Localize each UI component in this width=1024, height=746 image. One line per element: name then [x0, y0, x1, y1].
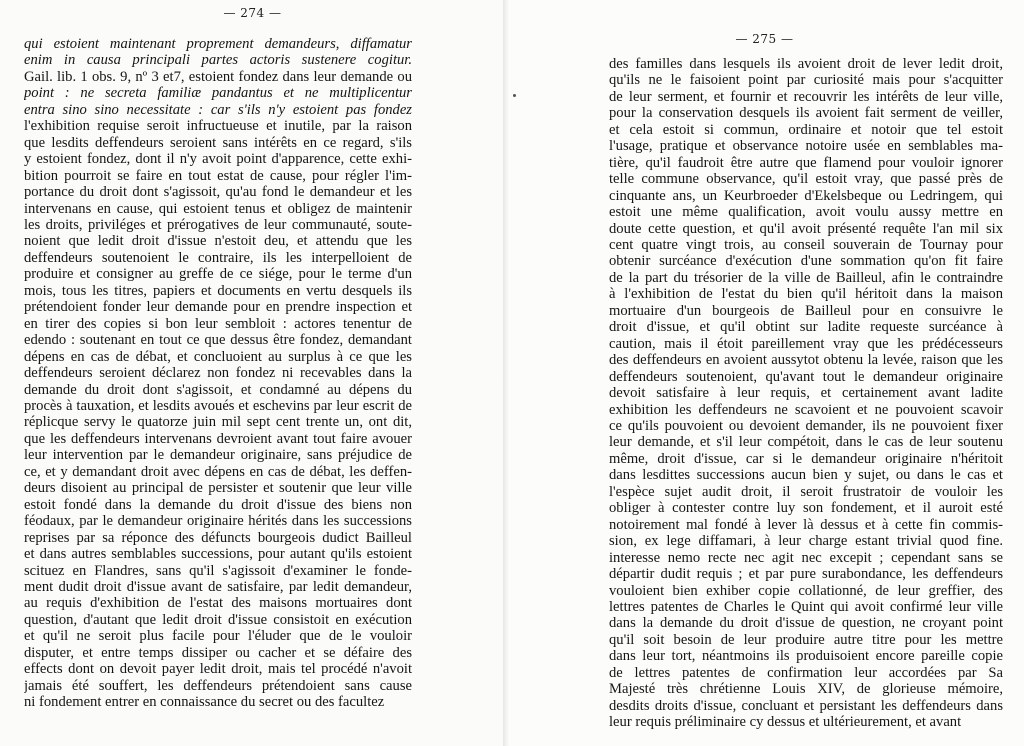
text-line: caution, mais il étoit pareillement vray que les prédécesseurs — [609, 335, 1003, 352]
text-line: ni fondement entrer en connaissance du secret ou des facultez — [24, 694, 385, 711]
text-line: dans la demande du droit d'issue de question, ne croyant point — [609, 615, 1003, 632]
text-line: devoit satisfaire à leur requis, et certainement avant ladite — [609, 385, 1003, 402]
text-line: demande du droit dont s'agissoit, et condamné au dépens du — [24, 381, 412, 398]
text-line: jamais été souffert, les deffendeurs prétendoient sans cause — [24, 677, 412, 694]
text-line: entra sino sino necessitate : car s'ils n'y estoient pas fondez — [24, 101, 412, 118]
text-line: et qu'il ne seroit plus facile pour l'éluder que de le vouloir — [24, 628, 412, 645]
text-line: vouloient bien exhiber copie collationné, de leur greffier, des — [609, 582, 1003, 599]
right-page-text — [609, 56, 1003, 731]
text-line: deurs disoient au principal de persister et soutenir que leur ville — [24, 480, 412, 497]
right-page-number: — 275 — — [735, 32, 794, 46]
text-line: qu'il soit besoin de leur produire autre titre pour les mettre — [609, 631, 1003, 648]
text-line: deffendeurs soutenoient le contraire, ils les interpelloient de — [24, 249, 412, 266]
text-line: disputer, et entre temps dissiper ou cacher et se défaire des — [24, 644, 412, 661]
left-page-number: — 274 — — [223, 6, 282, 20]
text-line: mortuaire d'un bourgeois de Bailleul pour en consuivre le — [609, 302, 1003, 319]
text-line: estoit une même qualification, avoit voulu aussy mettre en — [609, 204, 1003, 221]
text-line: obtenir surcéance d'exécution d'une sommation qu'on fit faire — [609, 253, 1003, 270]
text-line: réplicque servy le quatorze juin mil sept cent trente un, ont dit, — [24, 414, 412, 431]
text-line: effects dont on devoit payer ledit droit, mais tel procédé n'avoit — [24, 661, 412, 678]
text-line: qui estoient maintenant proprement demandeurs, diffamatur — [24, 36, 412, 52]
text-line: cent quatre vingt trois, au conseil souverain de Tournay pour — [609, 236, 1003, 253]
text-line: l'exhibition requise seroit infructueuse et inutile, par la raison — [24, 118, 412, 135]
text-line: enim in causa principali partes actoris sustenere cogitur. — [24, 52, 412, 69]
text-line: que lesdits deffendeurs seroient sans intérêts en ce regard, s'ils — [24, 134, 412, 151]
text-line: leur demande, et s'il leur compétoit, dans le cas de leur soutenu — [609, 434, 1003, 451]
text-line: de leur serment, et fournir et recouvrir les intérêts de leur ville, — [609, 88, 1003, 105]
right-page — [505, 0, 1024, 746]
text-line: même, droit d'issue, car si le demandeur originaire n'héritoit — [609, 450, 1003, 467]
text-line: au requis d'exhibition de l'estat des maisons mortuaires dont — [24, 595, 412, 612]
text-line: des familles dans lesquels ils avoient droit de lever ledit droit, — [609, 56, 1003, 72]
text-line: de lettres patentes de confirmation leur accordées par Sa — [609, 664, 1003, 681]
text-line: cinquante ans, un Keurbroeder d'Ekelsbeque ou Ledringem, qui — [609, 187, 1003, 204]
text-line: des deffendeurs en avoient aussytot obtenu la levée, raison que les — [609, 352, 1003, 369]
left-page — [0, 0, 505, 746]
speck-mark — [513, 94, 516, 97]
text-line: tière, qu'il faudroit être autre que flamend pour vouloir ignorer — [609, 154, 1003, 171]
text-line: bition pourroit se faire en tout estat de cause, pour régler l'im- — [24, 167, 412, 184]
text-line: droit d'issue, et qu'il obtint sur ladite requeste surcéance à — [609, 319, 1003, 336]
text-line: leur requis préliminaire cy dessus et ultérieurement, et avant — [609, 714, 962, 731]
text-line: produire et consigner au greffe de ce siége, pour le terme d'un — [24, 266, 412, 283]
text-line: deffendeurs seroient déclarez non fondez ni recevables dans la — [24, 365, 412, 382]
left-page-text — [24, 36, 412, 711]
text-line: intervenans en cause, qui estoient tenus et obligez de maintenir — [24, 200, 412, 217]
text-line: en tirer des copies si bon leur sembloit : actores tenentur de — [24, 315, 412, 332]
text-line: telle commune observance, qu'il estoit vray, que passé près de — [609, 171, 1003, 188]
text-line: féodaux, par le demandeur originaire hérités dans les successions — [24, 513, 412, 530]
text-line: ment dudit droit d'issue avant de satisfaire, par ledit demandeur, — [24, 578, 412, 595]
text-line: Gail. lib. 1 obs. 9, nº 3 et7, estoient fondez dans leur demande ou — [24, 68, 412, 85]
text-line: portance du droit dont s'agissoit, qu'au fond le demandeur et les — [24, 184, 412, 201]
text-line: notoirement mal fondé à lever là dessus et à cette fin commis- — [609, 516, 1003, 533]
text-line: les droits, priviléges et prérogatives de leur communauté, soute- — [24, 216, 412, 233]
text-line: y estoient fondez, dont il n'y avoit point d'apparence, cette exhi- — [24, 151, 412, 168]
text-line: dans leur tort, néantmoins ils produisoient encore pareille copie — [609, 648, 1003, 665]
text-line: edendo : soutenant en tout ce que dessus être fondez, demandant — [24, 332, 412, 349]
text-line: deffendeurs soutenoient, qu'avant tout le demandeur originaire — [609, 368, 1003, 385]
text-line: l'usage, pratique et observance notoire usée en semblables ma- — [609, 138, 1003, 155]
text-line: exhibition les deffendeurs ne scavoient et ne pouvoient scavoir — [609, 401, 1003, 418]
text-line: que les deffendeurs intervenans devroient avant tout faire avouer — [24, 430, 412, 447]
text-line: Majesté très chrétienne Louis XIV, de glorieuse mémoire, — [609, 681, 1003, 698]
text-line: obliger à contester contre luy son fondement, et il auroit esté — [609, 500, 1003, 517]
text-line: scituez en Flandres, sans qu'il s'agissoit d'examiner le fonde- — [24, 562, 412, 579]
text-line: procès à tauxation, et lesdits avoués et eschevins par leur escrit de — [24, 397, 412, 414]
text-line: pour la conservation desquels ils avoient fait serment de veiller, — [609, 105, 1003, 122]
text-line: l'espèce sujet audit droit, il seroit frustratoir de vouloir les — [609, 483, 1003, 500]
text-line: qu'ils ne le faisoient point par curiosité mais pour s'acquitter — [609, 72, 1003, 89]
text-line: ce qu'ils pouvoient ou devoient demander, ils ne pouvoient fixer — [609, 417, 1003, 434]
text-line: point : ne secreta familiæ pandantus et ne multiplicentur — [24, 85, 412, 102]
text-line: dans lesdittes successions aucun bien y sujet, ou dans le cas et — [609, 467, 1003, 484]
text-line: doute cette question, et qu'il avoit présenté requête l'an mil six — [609, 220, 1003, 237]
text-line: départir dudit requis ; et par pure surabondance, les deffendeurs — [609, 566, 1003, 583]
text-line: sion, ex lege diffamari, à leur charge estant trivial quod fine. — [609, 533, 1003, 550]
text-line: et cela estoit si commun, ordinaire et notoir que tel estoit — [609, 121, 1003, 138]
text-line: estoit fondé dans la demande du droit d'issue des biens non — [24, 496, 412, 513]
text-line: noient que ledit droit d'issue n'estoit deu, et attendu que les — [24, 233, 412, 250]
text-line: reprises par sa réponce des défuncts bourgeois dudict Bailleul — [24, 529, 412, 546]
text-line: ce, et y demandant droit avec dépens en cas de débat, les deffen- — [24, 463, 412, 480]
text-line: mois, tous les titres, papiers et documents en vertu desquels ils — [24, 282, 412, 299]
text-line: à l'exhibition de l'estat du bien qu'il héritoit dans la maison — [609, 286, 1003, 303]
text-line: interesse nemo recte nec agit nec excepit ; cependant sans se — [609, 549, 1003, 566]
text-line: lettres patentes de Charles le Quint qui avoit confirmé leur ville — [609, 598, 1003, 615]
text-line: leur intervention par le demandeur originaire, sans préjudice de — [24, 447, 412, 464]
book-gutter — [503, 0, 509, 746]
text-line: prétendoient fonder leur demande pour en prendre inspection et — [24, 299, 412, 316]
text-line: de la part du trésorier de la ville de Bailleul, afin le contraindre — [609, 269, 1003, 286]
text-line: desdits droits d'issue, concluant et persistant les deffendeurs dans — [609, 697, 1003, 714]
text-line: dépens en cas de débat, et concluoient au surplus à ce que les — [24, 348, 412, 365]
text-line: question, d'autant que ledit droit d'issue consistoit en exécution — [24, 611, 412, 628]
text-line: et dans autres semblables successions, pour autant qu'ils estoient — [24, 546, 412, 563]
